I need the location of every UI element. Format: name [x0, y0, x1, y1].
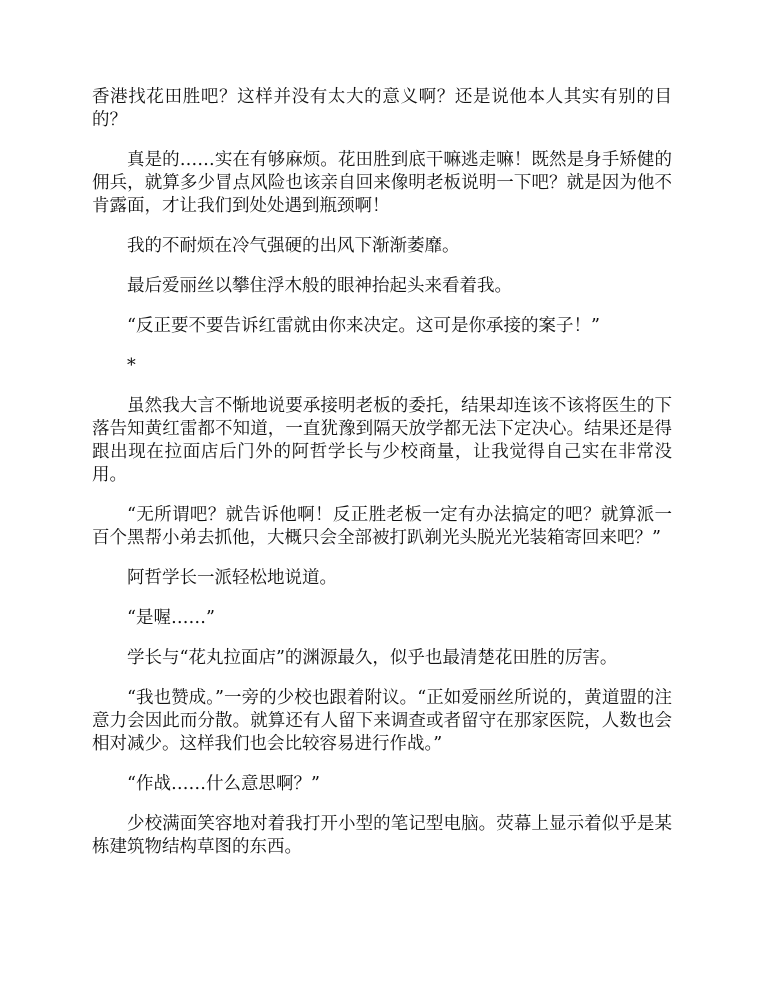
document-page [92, 86, 672, 876]
paragraph-10: “是喔……” [127, 608, 215, 628]
paragraph-12: “我也赞成。”一旁的少校也跟着附议。“正如爱丽丝所说的，黄道盟的注意力会因此而分散。就算还有人留下来调查或者留守在那家医院，人数也会相对减少。这样我们也会比较容易进行作战。” [92, 688, 672, 754]
paragraph-11: 学长与“花丸拉面店”的渊源最久，似乎也最清楚花田胜的厉害。 [127, 648, 618, 668]
scene-break: * [127, 356, 136, 376]
paragraph-9: 阿哲学长一派轻松地说道。 [127, 568, 337, 588]
paragraph-2: 真是的……实在有够麻烦。花田胜到底干嘛逃走嘛！既然是身手矫健的佣兵，就算多少冒点风险也该亲自回来像明老板说明一下吧？就是因为他不肯露面，才让我们到处处遇到瓶颈啊！ [92, 150, 672, 216]
paragraph-8: “无所谓吧？就告诉他啊！反正胜老板一定有办法搞定的吧？就算派一百个黑帮小弟去抓他，大概只会全部被打趴剃光头脱光光装箱寄回来吧？” [92, 505, 672, 548]
paragraph-14: 少校满面笑容地对着我打开小型的笔记型电脑。荧幕上显示着似乎是某栋建筑物结构草图的东西。 [92, 814, 672, 857]
paragraph-1: 香港找花田胜吧？这样并没有太大的意义啊？还是说他本人其实有别的目的？ [92, 87, 672, 130]
paragraph-5: “反正要不要告诉红雷就由你来决定。这可是你承接的案子！” [127, 316, 600, 336]
paragraph-7: 虽然我大言不惭地说要承接明老板的委托，结果却连该不该将医生的下落告知黄红雷都不知道，一直犹豫到隔天放学都无法下定决心。结果还是得跟出现在拉面店后门外的阿哲学长与少校商量，让我觉得自己实在非常没用。 [92, 396, 672, 485]
paragraph-3: 我的不耐烦在冷气强硬的出风下渐渐萎靡。 [127, 236, 460, 256]
paragraph-13: “作战……什么意思啊？” [127, 774, 320, 794]
paragraph-4: 最后爱丽丝以攀住浮木般的眼神抬起头来看着我。 [127, 276, 512, 296]
